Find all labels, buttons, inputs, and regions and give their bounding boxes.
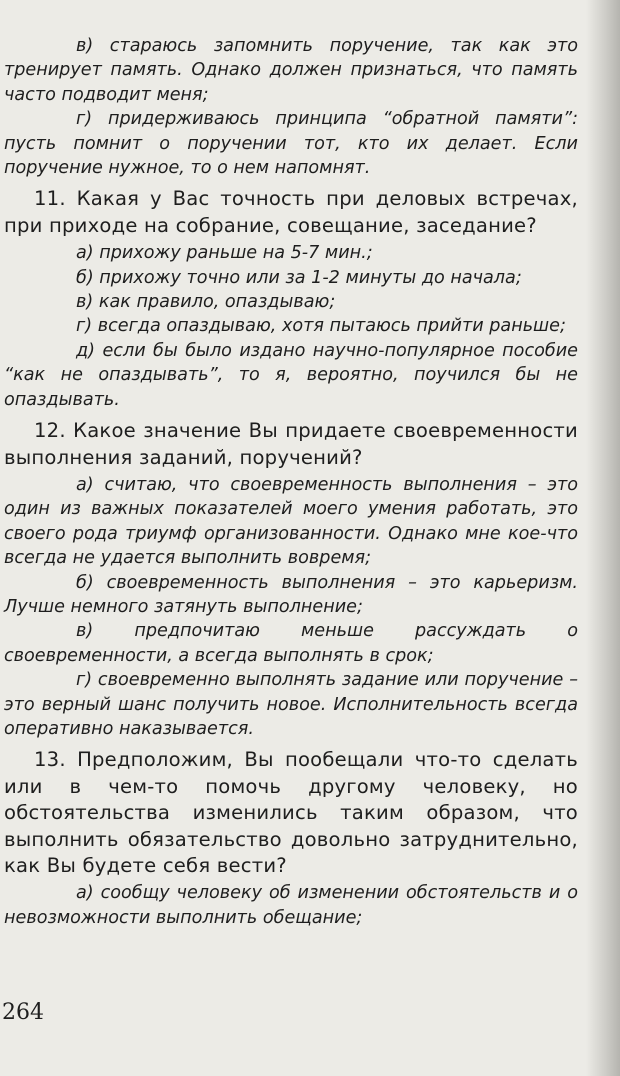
question-11 (4, 186, 578, 239)
book-page (4, 34, 578, 930)
question-12 (4, 418, 578, 471)
question-13-text: Предположим, Вы пообещали что-то сделать или в чем-то помочь другому человеку, но обстоятельства изменились таким образом, что выполнить обязательство довольно затруднительно, как Вы будете себя вести? (4, 748, 578, 877)
question-13-number: 13. (34, 748, 66, 772)
q12-answer-c: в) предпочитаю меньше рассуждать о своевременности, а всегда выполнять в срок; (4, 621, 578, 666)
q13-answer-a: а) сообщу человеку об изменении обстоятельств и о невозможности выполнить обещание; (4, 883, 578, 928)
q11-answer-e: д) если бы было издано научно-популярное пособие “как не опаздывать”, то я, вероятно, поучился бы не опаздывать. (4, 340, 578, 410)
q12-answer-a: а) считаю, что своевременность выполнения – это один из важных показателей моего умения работать, это своего рода триумф организованности. Однако мне кое-что всегда не удается выполнить вовремя; (4, 474, 578, 569)
question-12-number: 12. (34, 419, 66, 443)
answer-d-prev: г) придерживаюсь принципа “обратной памяти”: пусть помнит о поручении тот, кто их делает. Если поручение нужное, то о нем напомнят. (4, 109, 578, 179)
page-edge-shadow (586, 0, 620, 1076)
answer-c-prev: в) стараюсь запомнить поручение, так как это тренирует память. Однако должен признаться, что память часто подводит меня; (4, 36, 578, 105)
question-12-text: Какое значение Вы придаете своевременности выполнения заданий, поручений? (4, 419, 578, 469)
q12-answer-d: г) своевременно выполнять задание или поручение – это верный шанс получить новое. Исполнительность всегда оперативно наказывается. (4, 670, 578, 739)
question-11-number: 11. (34, 187, 66, 211)
q12-answer-b: б) своевременность выполнения – это карьеризм. Лучше немного затянуть выполнение; (4, 572, 578, 617)
page-number: 264 (2, 1000, 44, 1025)
q11-answer-c: в) как правило, опаздываю; (76, 292, 336, 313)
q11-answer-b: б) прихожу точно или за 1-2 минуты до начала; (76, 267, 522, 288)
question-11-text: Какая у Вас точность при деловых встречах, при приходе на собрание, совещание, заседание? (4, 187, 578, 237)
q11-answer-a: а) прихожу раньше на 5-7 мин.; (76, 243, 373, 264)
q11-answer-d: г) всегда опаздываю, хотя пытаюсь прийти раньше; (76, 316, 566, 337)
question-13 (4, 747, 578, 879)
